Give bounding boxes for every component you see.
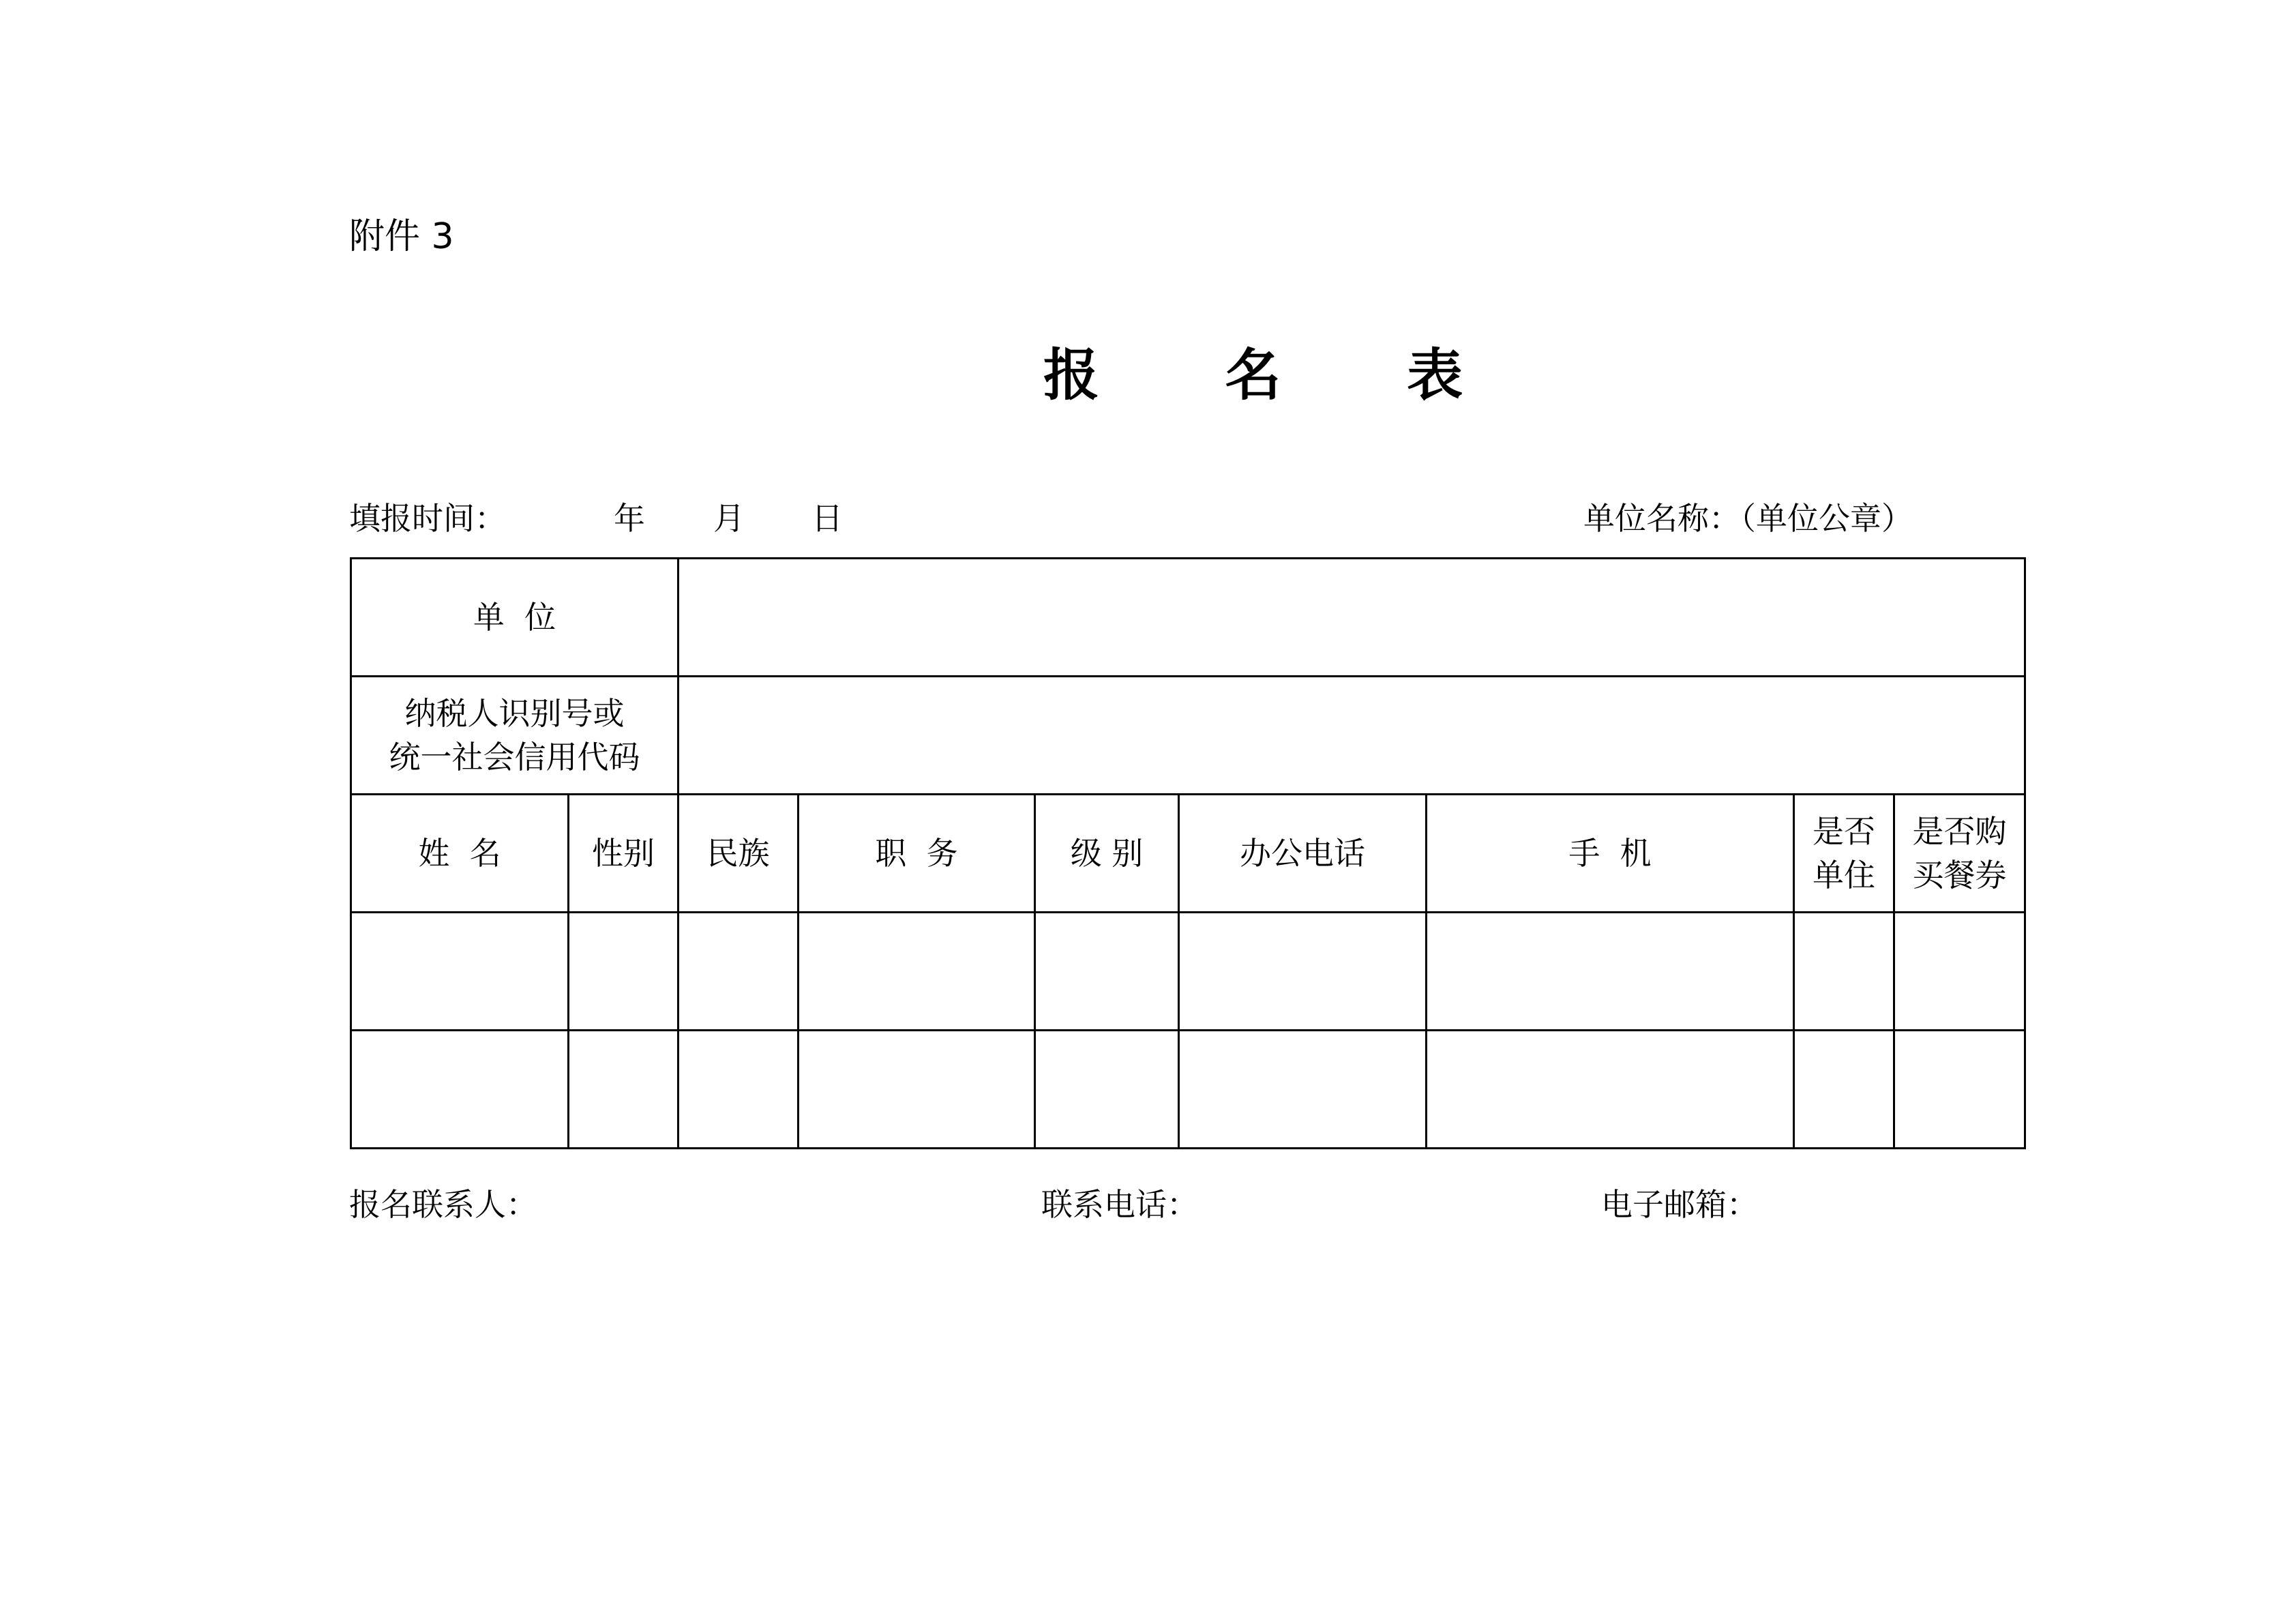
contact-person-label: 报名联系人： — [349, 1186, 537, 1223]
tax-id-label-cell — [351, 677, 679, 795]
column-header-row — [351, 795, 2025, 913]
unit-value-cell[interactable] — [679, 559, 2025, 677]
col-header-meal-voucher-line2: 买餐券 — [1912, 857, 2007, 894]
fill-date-label: 填报时间： — [349, 500, 506, 537]
cell-ethnicity[interactable] — [679, 913, 799, 1031]
month-label: 月 — [713, 500, 745, 537]
col-header-gender-label: 性别 — [592, 835, 655, 872]
col-header-mobile — [1427, 795, 1794, 913]
col-header-single-room — [1794, 795, 1894, 913]
col-header-name-label: 姓 名 — [418, 835, 501, 872]
unit-label-cell — [351, 559, 679, 677]
cell-office-phone[interactable] — [1179, 1031, 1427, 1149]
unit-row — [351, 559, 2025, 677]
col-header-rank-label: 级 别 — [1070, 835, 1144, 872]
cell-position[interactable] — [799, 913, 1035, 1031]
table-row — [351, 913, 2025, 1031]
col-header-position — [799, 795, 1035, 913]
col-header-single-room-line2: 单住 — [1813, 857, 1875, 894]
cell-name[interactable] — [351, 913, 569, 1031]
unit-name-label: 单位名称：（单位公章） — [1583, 500, 1913, 537]
col-header-ethnicity-label: 民族 — [706, 835, 770, 872]
col-header-rank — [1035, 795, 1179, 913]
year-label: 年 — [614, 500, 645, 537]
cell-rank[interactable] — [1035, 1031, 1179, 1149]
tax-id-label-line2: 统一社会信用代码 — [389, 739, 640, 776]
unit-label: 单 位 — [473, 599, 556, 636]
cell-mobile[interactable] — [1427, 913, 1794, 1031]
cell-gender[interactable] — [569, 913, 679, 1031]
registration-table — [350, 557, 2026, 1149]
cell-gender[interactable] — [569, 1031, 679, 1149]
cell-position[interactable] — [799, 1031, 1035, 1149]
cell-meal-voucher[interactable] — [1894, 1031, 2025, 1149]
col-header-meal-voucher-line1: 是否购 — [1912, 813, 2007, 850]
page-title: 报 名 表 — [1043, 342, 1517, 408]
col-header-gender — [569, 795, 679, 913]
contact-phone-label: 联系电话： — [1041, 1186, 1198, 1223]
cell-rank[interactable] — [1035, 913, 1179, 1031]
cell-name[interactable] — [351, 1031, 569, 1149]
col-header-ethnicity — [679, 795, 799, 913]
day-label: 日 — [811, 500, 843, 537]
col-header-single-room-line1: 是否 — [1813, 813, 1875, 850]
col-header-name — [351, 795, 569, 913]
col-header-position-label: 职 务 — [875, 835, 958, 872]
tax-id-value-cell[interactable] — [679, 677, 2025, 795]
tax-id-row — [351, 677, 2025, 795]
col-header-meal-voucher — [1894, 795, 2025, 913]
email-label: 电子邮箱： — [1601, 1186, 1758, 1223]
cell-single-room[interactable] — [1794, 913, 1894, 1031]
cell-ethnicity[interactable] — [679, 1031, 799, 1149]
cell-meal-voucher[interactable] — [1894, 913, 2025, 1031]
col-header-mobile-label: 手 机 — [1568, 835, 1652, 872]
table-row — [351, 1031, 2025, 1149]
cell-office-phone[interactable] — [1179, 913, 1427, 1031]
col-header-office-phone — [1179, 795, 1427, 913]
tax-id-label-line1: 纳税人识别号或 — [404, 695, 625, 732]
cell-mobile[interactable] — [1427, 1031, 1794, 1149]
attachment-label: 附件 3 — [349, 216, 454, 257]
col-header-office-phone-label: 办公电话 — [1240, 835, 1365, 872]
cell-single-room[interactable] — [1794, 1031, 1894, 1149]
